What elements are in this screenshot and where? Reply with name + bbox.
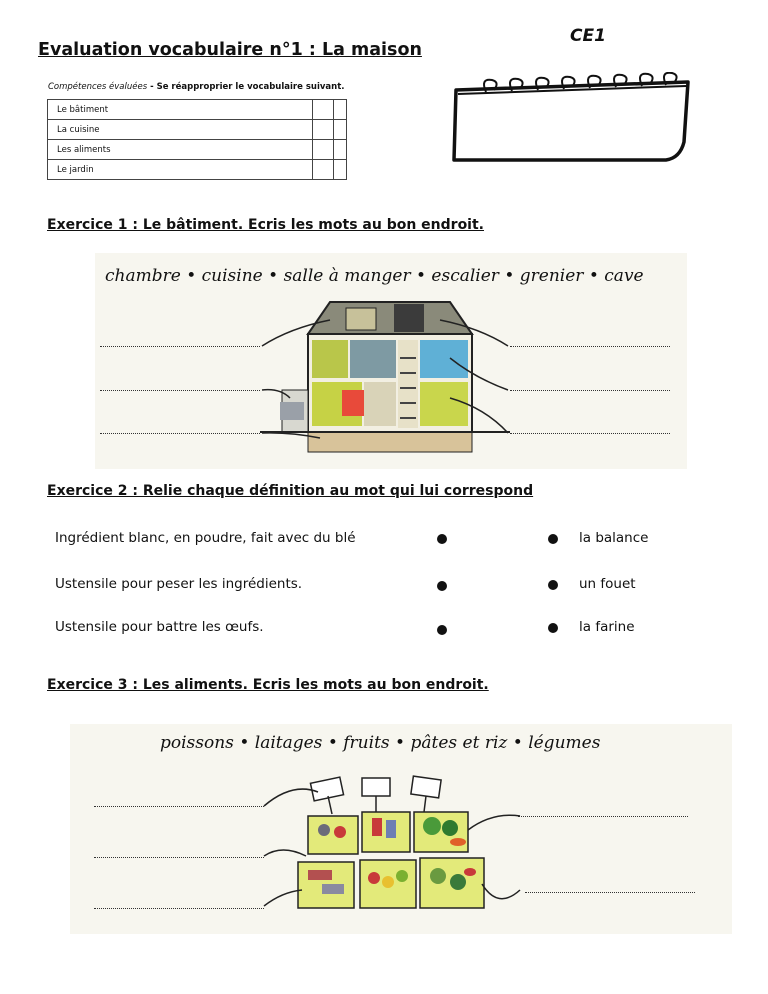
exercise1-title: Exercice 1 : Le bâtiment. Ecris les mots au bon endroit. <box>47 217 484 233</box>
answer-line[interactable] <box>518 816 688 817</box>
word: escalier <box>431 266 499 286</box>
match-dot-left[interactable] <box>437 625 447 635</box>
answer-line[interactable] <box>510 346 670 347</box>
answer-line[interactable] <box>94 908 264 909</box>
answer-line[interactable] <box>510 390 670 391</box>
answer-line[interactable] <box>94 806 264 807</box>
word: cave <box>604 266 644 286</box>
house-illustration <box>260 298 510 458</box>
word: fruits <box>343 733 390 753</box>
competences-label: Compétences évaluées <box>48 82 148 92</box>
answer-line[interactable] <box>100 433 260 434</box>
definition-1: Ingrédient blanc, en poudre, fait avec du blé <box>55 530 356 546</box>
grade-notepad[interactable] <box>448 72 698 164</box>
word: légumes <box>528 733 601 753</box>
word: poissons <box>160 733 234 753</box>
competence-cell: Les aliments <box>48 140 313 160</box>
answer-line[interactable] <box>525 892 695 893</box>
page-title: Evaluation vocabulaire n°1 : La maison <box>38 40 422 60</box>
exercise2-title: Exercice 2 : Relie chaque définition au mot qui lui correspond <box>47 483 534 499</box>
definition-2: Ustensile pour peser les ingrédients. <box>55 576 303 592</box>
match-dot-right[interactable] <box>548 534 558 544</box>
word-list-food: poissons • laitages • fruits • pâtes et riz • légumes <box>160 733 601 753</box>
word-1: la balance <box>579 530 649 546</box>
match-dot-right[interactable] <box>548 580 558 590</box>
word-2: un fouet <box>579 576 636 592</box>
word: chambre <box>105 266 181 286</box>
word-3: la farine <box>579 619 635 635</box>
food-crates-illustration <box>262 772 524 922</box>
table-row <box>48 100 347 120</box>
word: pâtes et riz <box>410 733 508 753</box>
word: laitages <box>254 733 323 753</box>
table-row <box>48 120 347 140</box>
level-label: CE1 <box>570 26 606 46</box>
answer-line[interactable] <box>100 390 260 391</box>
competences-instruction: - Se réapproprier le vocabulaire suivant. <box>147 82 345 92</box>
word: grenier <box>519 266 584 286</box>
competence-cell: Le bâtiment <box>48 100 313 120</box>
definition-3: Ustensile pour battre les œufs. <box>55 619 264 635</box>
answer-line[interactable] <box>94 857 264 858</box>
match-dot-left[interactable] <box>437 581 447 591</box>
match-dot-left[interactable] <box>437 534 447 544</box>
word: salle à manger <box>283 266 411 286</box>
exercise3-title: Exercice 3 : Les aliments. Ecris les mots au bon endroit. <box>47 677 489 693</box>
competences-heading <box>48 82 344 92</box>
word-list-building: chambre • cuisine • salle à manger • escalier • grenier • cave <box>105 266 644 286</box>
competence-cell: Le jardin <box>48 160 313 180</box>
competence-cell: La cuisine <box>48 120 313 140</box>
answer-line[interactable] <box>510 433 670 434</box>
answer-line[interactable] <box>100 346 260 347</box>
table-row <box>48 160 347 180</box>
competences-table <box>47 99 347 180</box>
word: cuisine <box>201 266 263 286</box>
match-dot-right[interactable] <box>548 623 558 633</box>
table-row <box>48 140 347 160</box>
